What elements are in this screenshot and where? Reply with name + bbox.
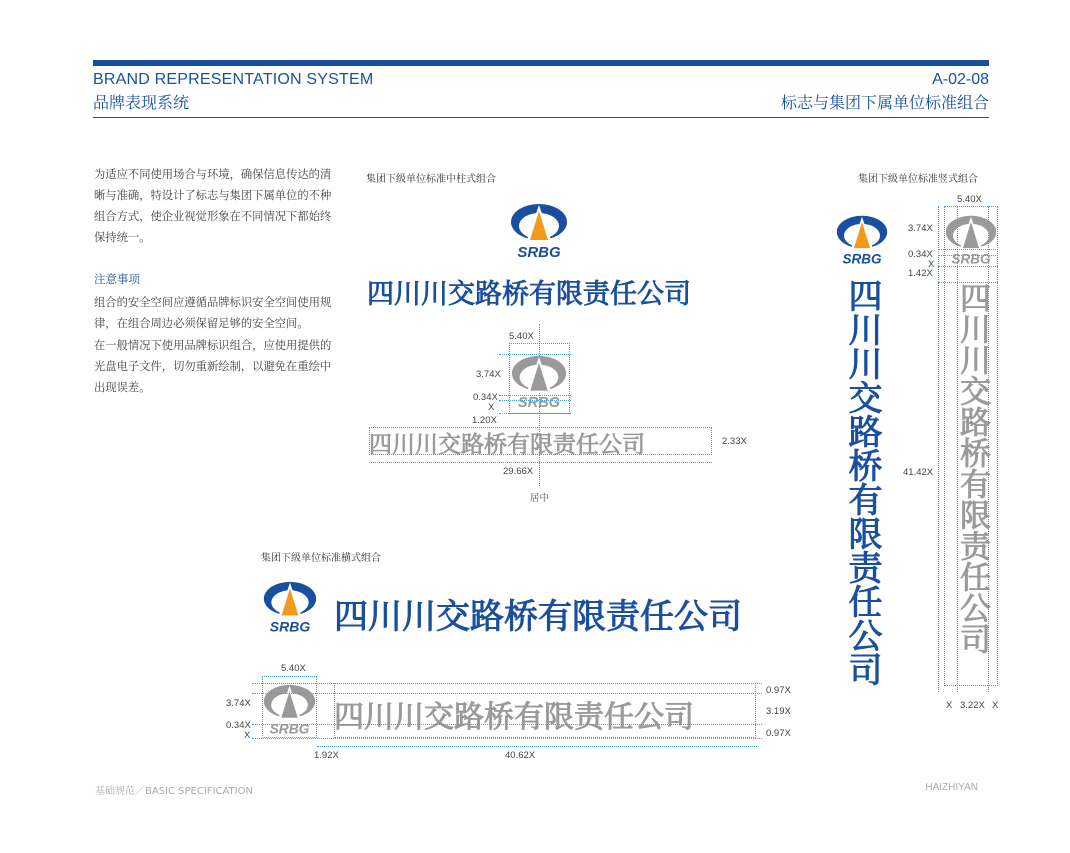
dim-label: 0.97X [766,685,791,696]
page-title: 标志与集团下属单位标准组合 [780,93,989,112]
center-dim-line [499,354,571,355]
dim-label: 0.34X [908,249,933,260]
srbg-logo-icon [262,580,318,636]
vertical-dim-line [938,206,939,692]
horizontal-dim-line [252,683,762,684]
dim-label: 3.22X [960,700,985,711]
company-name-center: 四川川交路桥有限责任公司 [367,279,691,310]
dim-label: 3.74X [226,698,251,709]
center-combo-title: 集团下级单位标准中柱式组合 [366,174,496,185]
dim-label: X [992,700,999,711]
page-code: A-02-08 [932,71,989,88]
header-bar [93,60,989,66]
dim-label: 0.34X [473,392,498,403]
dim-label: 2.33X [722,436,747,447]
dim-label: 5.40X [281,663,306,674]
vertical-dim-line [938,249,998,250]
note-paragraph-1: 组合的安全空间应遵循品牌标识安全空间使用规律，在组合周边必须保留足够的安全空间。 [94,296,332,330]
dim-label: 0.34X [226,720,251,731]
note-paragraph-2: 在一般情况下使用品牌标识组合，应使用提供的光盘电子文件，切勿重新绘制，以避免在重绘中出现误差。 [94,339,332,394]
notes-title: 注意事项 [94,272,140,286]
company-name-horizontal: 四川川交路桥有限责任公司 [334,597,742,637]
center-caption: 居中 [530,493,550,504]
company-name-horizontal-gray: 四川川交路桥有限责任公司 [334,700,694,735]
horizontal-combo-title: 集团下级单位标准横式组合 [261,553,381,564]
dim-label: X [488,402,495,413]
dim-label: 1.42X [908,268,933,279]
vertical-dim-line [938,266,998,267]
dim-label: 3.19X [766,706,791,717]
horizontal-dim-line [252,724,762,725]
dim-label: 5.40X [509,331,534,342]
srbg-logo-icon [509,202,569,262]
vertical-combo-title: 集团下级单位标准竖式组合 [858,174,978,185]
vertical-dim-line [938,255,998,256]
dim-label: X [946,700,953,711]
dim-label: X [244,730,251,741]
dim-label: 41.42X [903,467,934,478]
company-name-vertical-gray: 四川川交路桥有限责任公司 [954,282,990,654]
vertical-dim-line [957,206,958,692]
dim-label: 3.74X [908,223,933,234]
horizontal-dim-line [317,746,757,747]
header-title-cn: 品牌表现系统 [93,93,190,112]
dim-label: 29.66X [503,466,534,477]
center-dim-line [369,462,712,463]
center-dim-line [499,413,571,414]
srbg-logo-icon [835,214,889,268]
center-dim-line [499,395,571,396]
dim-label: X [928,259,935,270]
dim-label: 1.20X [472,415,497,426]
dim-label: 3.74X [476,369,501,380]
header-divider [93,117,989,118]
footer-right: HAIZHIYAN [925,782,978,793]
srbg-logo-gray-icon [262,683,317,738]
srbg-logo-gray-icon [944,214,998,268]
dim-label: 40.62X [505,750,536,761]
dim-label: 1.92X [314,750,339,761]
company-name-center-gray: 四川川交路桥有限责任公司 [369,432,645,458]
footer-left: 基础规范／BASIC SPECIFICATION [95,786,253,797]
dim-label: 5.40X [957,194,982,205]
center-dim-line [499,400,571,401]
dim-label: 0.97X [766,728,791,739]
header-title-en: BRAND REPRESENTATION SYSTEM [93,71,374,88]
horizontal-dim-line [252,738,762,739]
intro-text: 为适应不同使用场合与环境，确保信息传达的清晰与准确，特设计了标志与集团下属单位的不种组合方式，使企业视觉形象在不同情况下都始终保持统一。 [94,168,332,244]
horizontal-dim-line [252,693,762,694]
company-name-vertical: 四川川交路桥有限责任公司 [842,278,882,686]
vertical-dim-line [988,206,989,692]
vertical-dim-line [938,282,998,283]
srbg-logo-gray-icon [510,354,568,412]
